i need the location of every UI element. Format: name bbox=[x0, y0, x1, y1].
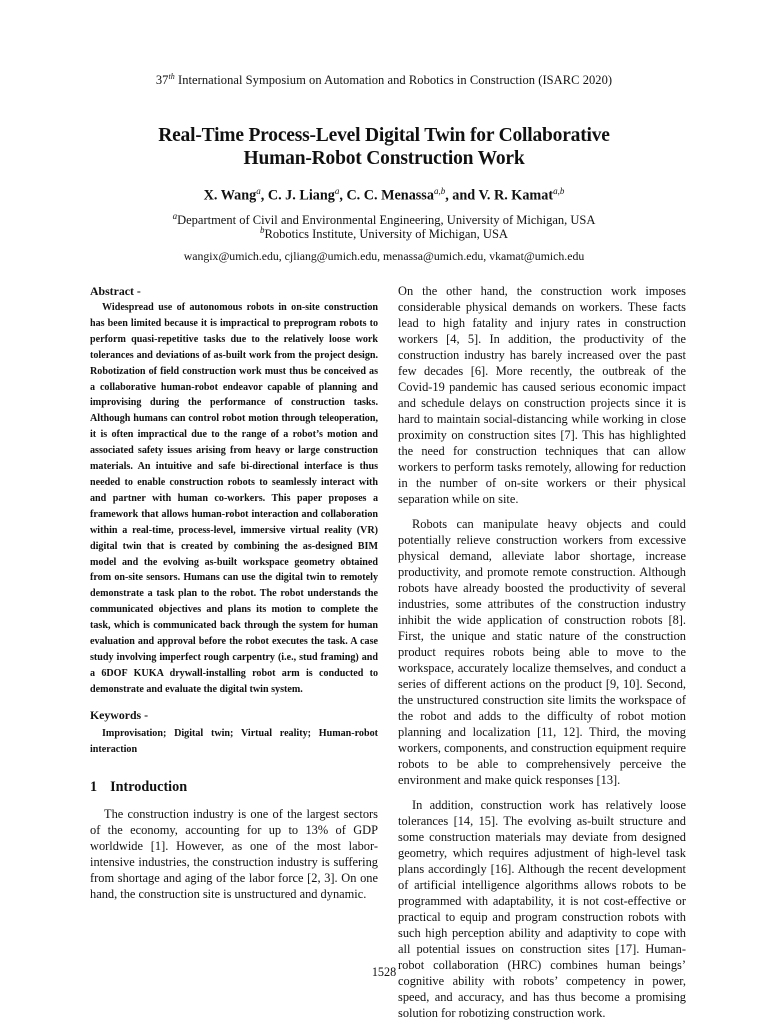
affiliation-text: Robotics Institute, University of Michigan, USA bbox=[264, 227, 508, 242]
paper-title bbox=[60, 124, 708, 170]
author-affil-sup: a bbox=[256, 186, 261, 196]
title-line-1: Real-Time Process-Level Digital Twin for Collaborative bbox=[158, 125, 610, 146]
conference-ordinal: 37 bbox=[155, 73, 169, 88]
author-affil-sup: a bbox=[334, 186, 340, 196]
left-column bbox=[90, 283, 378, 902]
conference-name: International Symposium on Automation and Robotics in Construction (ISARC 2020) bbox=[174, 73, 613, 88]
intro-paragraph-1: The construction industry is one of the largest sectors of the economy, accounting for up to 13% of GDP worldwide [1]. However, as one of the most labor-intensive industries, the construction industry is suffering from shortage and aging of the labor force [2, 3]. On one hand, the construction site is unstructured and dynamic. bbox=[90, 806, 378, 901]
section-title: Introduction bbox=[110, 778, 188, 795]
author-emails: wangix@umich.edu, cjliang@umich.edu, menassa@umich.edu, vkamat@umich.edu bbox=[183, 249, 585, 263]
keywords-heading: Keywords - bbox=[90, 707, 148, 722]
affiliation-b bbox=[0, 225, 768, 242]
page-number: 1528 bbox=[371, 965, 397, 979]
affiliation-sup: b bbox=[260, 225, 265, 235]
author-separator: , and bbox=[445, 187, 479, 204]
keywords-body: Improvisation; Digital twin; Virtual reality; Human-robot interaction bbox=[90, 727, 378, 756]
section-heading bbox=[90, 779, 378, 795]
intro-paragraph-2: Robots can manipulate heavy objects and could potentially relieve construction workers from excessive physical demand, alleviate labor shortage, increase productivity, and promote remote construction. Although robots have already boosted the productivity of several industries, some attributes of the construction industry inhibit the wide application of construction robots [8]. First, the unique and static nature of the construction product requires robots being able to move to the workspace, accurately localize themselves, and conduct a series of different actions on the product [9, 10]. Second, the unstructured construction site limits the workspace of the robot and adds to the difficulty of robot motion planning and localization [11, 12]. Third, the moving workers, components, and construction equipment require robots to be able to comprehensively perceive the environment and make quick responses [13]. bbox=[398, 517, 687, 787]
abstract-heading: Abstract - bbox=[90, 284, 141, 298]
intro-paragraph-3: In addition, construction work has relatively loose tolerances [14, 15]. The evolving as-built structure and some construction materials may deviate from designed geometry, which requires adjustment of high-level task plans accordingly [16]. Although the recent development of artificial intelligence algorithms allows robots to be programmed with adaptability, it is not cost-effective or practical to equip and program construction robots with such high perception ability and adaptivity to cope with all potential issues on construction sites [17]. Human-robot collaboration (HRC) combines human beings’ cognitive ability with robots’ competency in power, speed, and accuracy, and has thus become a promising solution for robotizing construction work. bbox=[398, 798, 686, 1020]
conference-ordinal-sup: th bbox=[168, 72, 175, 81]
author-name: V. R. Kamat bbox=[478, 187, 554, 204]
title-line-2: Human-Robot Construction Work bbox=[243, 148, 525, 169]
author-name: C. C. Menassa bbox=[346, 187, 434, 204]
right-column bbox=[398, 283, 686, 1021]
author-name: X. Wang bbox=[203, 187, 257, 204]
conference-header bbox=[0, 72, 768, 88]
author-affil-sup: a,b bbox=[433, 186, 446, 196]
intro-paragraph-1-continued: On the other hand, the construction work imposes considerable physical demands on workers. These facts lead to high fatality and injury rates in construction workers [4, 5]. In addition, the productivity of the construction industry has barely increased over the past few decades [6]. More recently, the outbreak of the Covid-19 pandemic has caused serious economic impact and schedule delays on construction projects since it is hard to maintain social-distancing while working in close proximity on construction sites [7]. This has highlighted the need for construction techniques that can allow workers to perform tasks remotely, allowing for reduction in the number of on-site workers or their physical separation while on site. bbox=[398, 284, 686, 506]
author-separator: , bbox=[260, 187, 268, 204]
author-list bbox=[0, 186, 768, 205]
author-name: C. J. Liang bbox=[267, 187, 335, 204]
section-number: 1 bbox=[90, 778, 98, 795]
abstract-body: Widespread use of autonomous robots in on-site construction has been limited because it is impractical to preprogram robots to perform quasi-repetitive tasks due to the relatively loose work tolerances and deviations of as-built work from the project design. Robotization of field construction work must thus be conceived as a collaborative human-robot endeavor capable of planning and improvising during the performance of construction tasks. Although humans can control robot motion through teleoperation, it is often impractical due to the range of a robot’s motion and associated safety issues arising from heavy or large construction materials. An intuitive and safe bi-directional interface is thus needed to enable construction robots to seamlessly interact with and partner with human co-workers. This paper proposes a framework that allows human-robot interaction and collaboration within a real-time, process-level, immersive virtual reality (VR) digital twin that is created by combining the as-designed BIM model and the evolving as-built workspace geometry obtained from on-site sensors. Humans can use the digital twin to remotely demonstrate a task plan to the robot. The robot understands the communicated objectives and plans its motion to complete the task, which is communicated back through the system for human evaluation and approval before the robot executes the task. A case study involving imperfect rough carpentry (i.e., stud framing) and a 6DOF KUKA drywall-installing robot arm is conducted to demonstrate and evaluate the digital twin system. bbox=[90, 302, 378, 695]
affiliation-sup: a bbox=[172, 211, 178, 221]
affiliation-text: Department of Civil and Environmental Engineering, University of Michigan, USA bbox=[177, 213, 596, 228]
author-separator: , bbox=[339, 187, 347, 204]
author-affil-sup: a,b bbox=[553, 186, 565, 196]
